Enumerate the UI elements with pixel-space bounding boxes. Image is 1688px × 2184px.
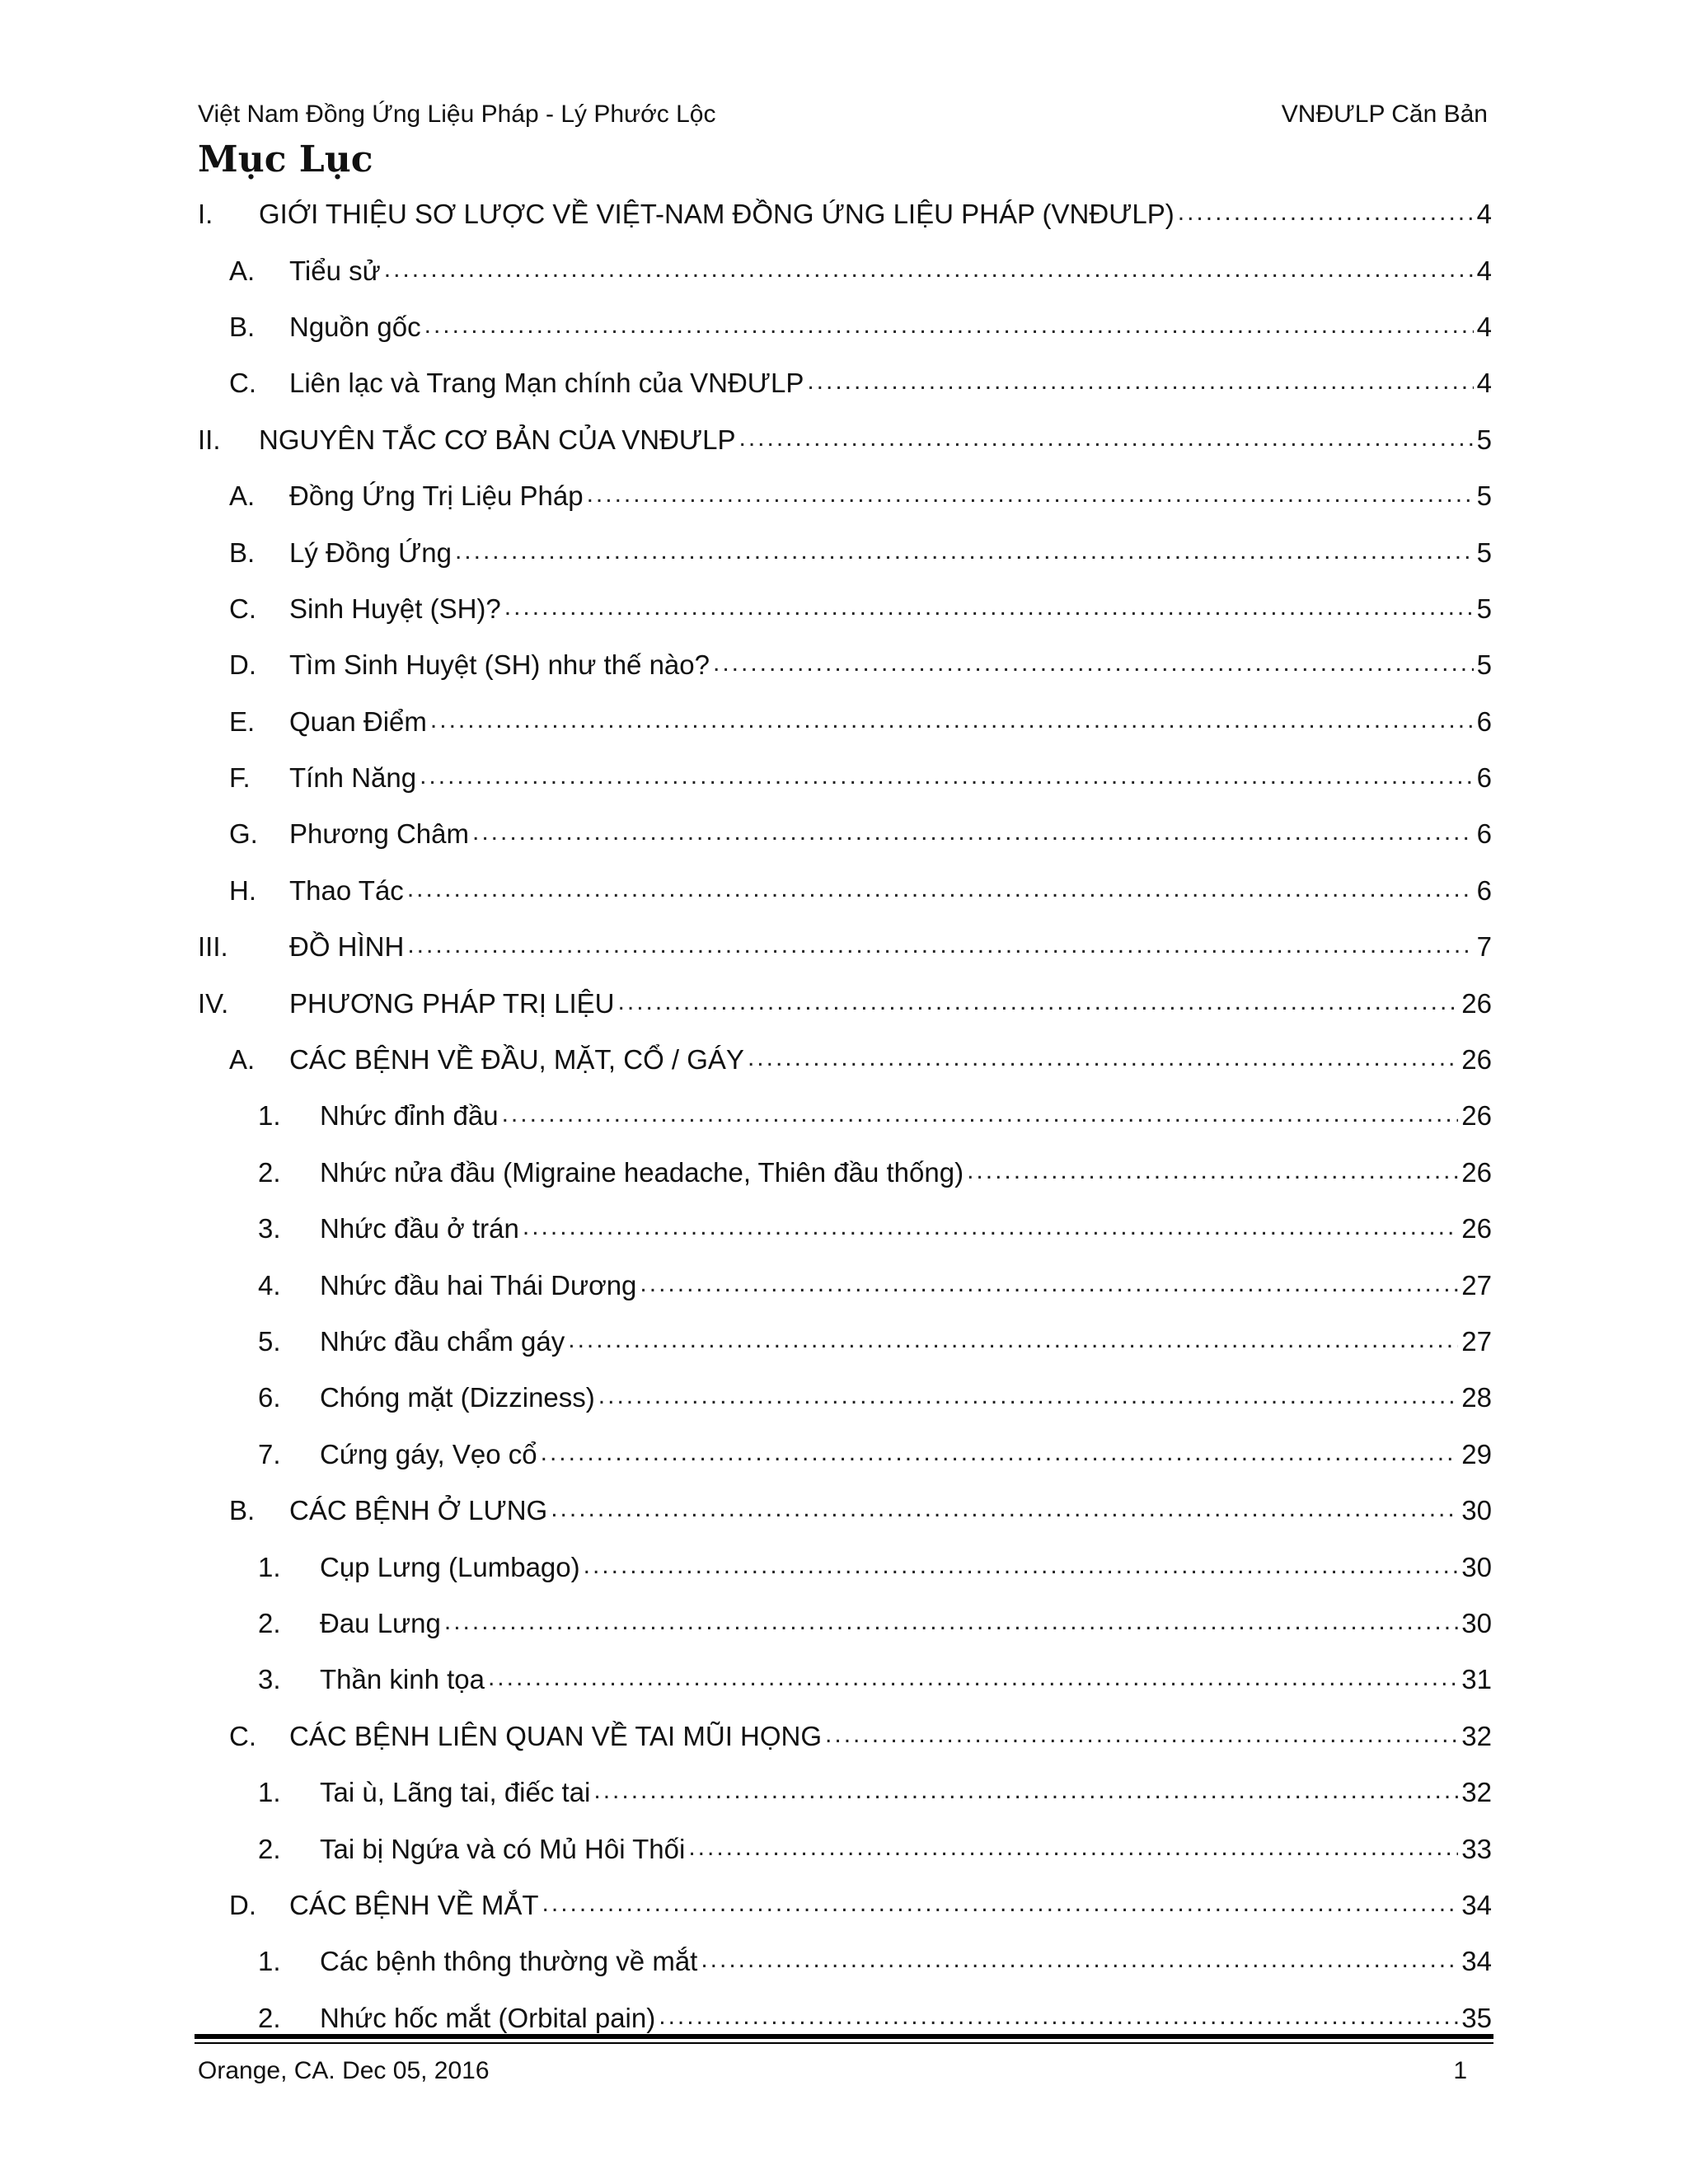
- toc-entry[interactable]: [198, 1596, 1492, 1652]
- toc-entry-number: E.: [229, 705, 256, 737]
- toc-entry-number: B.: [229, 537, 256, 568]
- toc-entry-label: Quan Điểm: [289, 705, 427, 737]
- toc-dot-leader: [748, 1046, 1458, 1074]
- toc-dot-leader: [807, 369, 1473, 397]
- footer-rule-thin: [195, 2042, 1493, 2044]
- toc-entry[interactable]: [198, 1708, 1492, 1765]
- toc-entry[interactable]: [198, 468, 1492, 524]
- toc-entry-page: 6: [1476, 874, 1492, 906]
- toc-entry-page: 27: [1461, 1269, 1492, 1301]
- toc-entry-page: 4: [1476, 368, 1492, 399]
- toc-entry-page: 7: [1476, 931, 1492, 963]
- toc-entry-number: C.: [229, 1720, 256, 1751]
- toc-entry-number: A.: [229, 480, 256, 512]
- toc-entry-page: 34: [1461, 1889, 1492, 1920]
- toc-entry[interactable]: [198, 242, 1492, 298]
- toc-entry-page: 4: [1476, 311, 1492, 342]
- toc-dot-leader: [738, 426, 1473, 454]
- toc-entry-page: 5: [1476, 424, 1492, 455]
- toc-entry-label: Sinh Huyệt (SH)?: [289, 593, 501, 624]
- toc-entry[interactable]: [198, 1483, 1492, 1539]
- toc-entry-label: Đau Lưng: [320, 1607, 441, 1638]
- toc-entry-label: ĐỒ HÌNH: [289, 931, 405, 963]
- toc-entry-page: 27: [1461, 1326, 1492, 1357]
- toc-dot-leader: [523, 1215, 1458, 1243]
- toc-entry[interactable]: [198, 1765, 1492, 1821]
- toc-entry-page: 30: [1461, 1495, 1492, 1526]
- toc-entry-number: B.: [229, 311, 256, 342]
- toc-entry[interactable]: [198, 1370, 1492, 1426]
- toc-dot-leader: [420, 764, 1474, 792]
- toc-entry-label: NGUYÊN TẮC CƠ BẢN CỦA VNĐƯLP: [259, 424, 736, 455]
- toc-dot-leader: [407, 933, 1473, 961]
- toc-dot-leader: [455, 539, 1474, 567]
- toc-entry-page: 5: [1476, 537, 1492, 568]
- toc-entry-page: 26: [1461, 1044, 1492, 1076]
- toc-dot-leader: [502, 1102, 1459, 1130]
- toc-entry-number: 7.: [258, 1438, 281, 1469]
- table-of-contents: [198, 186, 1492, 2046]
- toc-entry[interactable]: [198, 919, 1492, 975]
- toc-entry-page: 26: [1461, 987, 1492, 1019]
- toc-entry-label: Tiểu sử: [289, 255, 381, 286]
- toc-entry[interactable]: [198, 1032, 1492, 1088]
- toc-entry-page: 32: [1461, 1720, 1492, 1751]
- toc-entry[interactable]: [198, 1257, 1492, 1313]
- toc-entry[interactable]: [198, 1877, 1492, 1933]
- toc-entry-page: 29: [1461, 1438, 1492, 1469]
- toc-entry-number: C.: [229, 593, 256, 624]
- toc-entry-number: I.: [198, 199, 213, 230]
- toc-entry-label: Nhức nửa đầu (Migraine headache, Thiên đầu thống): [320, 1156, 964, 1188]
- toc-dot-leader: [430, 708, 1474, 736]
- toc-entry-label: Tính Năng: [289, 762, 417, 794]
- toc-entry[interactable]: [198, 1652, 1492, 1708]
- toc-entry-page: 31: [1461, 1664, 1492, 1695]
- toc-entry[interactable]: [198, 524, 1492, 580]
- toc-dot-leader: [1178, 200, 1474, 228]
- toc-entry-number: 2.: [258, 1607, 281, 1638]
- toc-dot-leader: [587, 482, 1474, 510]
- toc-entry-label: CÁC BỆNH LIÊN QUAN VỀ TAI MŨI HỌNG: [289, 1720, 823, 1751]
- toc-entry-page: 30: [1461, 1607, 1492, 1638]
- toc-entry[interactable]: [198, 1314, 1492, 1370]
- toc-entry-page: 4: [1476, 199, 1492, 230]
- toc-entry-page: 6: [1476, 762, 1492, 794]
- toc-entry-page: 5: [1476, 593, 1492, 624]
- toc-dot-leader: [504, 595, 1474, 623]
- toc-entry-label: Nhức đầu ở trán: [320, 1213, 519, 1244]
- toc-entry-number: 3.: [258, 1213, 281, 1244]
- toc-entry-label: Tai bị Ngứa và có Mủ Hôi Thối: [320, 1833, 686, 1864]
- toc-dot-leader: [488, 1666, 1458, 1694]
- toc-entry[interactable]: [198, 637, 1492, 693]
- toc-dot-leader: [424, 313, 1474, 341]
- toc-entry[interactable]: [198, 806, 1492, 862]
- toc-entry[interactable]: [198, 186, 1492, 242]
- toc-entry-number: A.: [229, 255, 256, 286]
- toc-entry[interactable]: [198, 1145, 1492, 1201]
- toc-entry-number: 4.: [258, 1269, 281, 1301]
- toc-entry-page: 4: [1476, 255, 1492, 286]
- toc-dot-leader: [713, 651, 1474, 679]
- toc-entry-number: 1.: [258, 1946, 281, 1977]
- toc-entry-label: Lý Đồng Ứng: [289, 537, 452, 568]
- toc-entry-number: IV.: [198, 987, 229, 1019]
- toc-entry-label: CÁC BỆNH VỀ ĐẦU, MẶT, CỔ / GÁY: [289, 1044, 744, 1076]
- toc-entry-page: 28: [1461, 1382, 1492, 1413]
- toc-entry-label: Các bệnh thông thường về mắt: [320, 1946, 698, 1977]
- toc-entry[interactable]: [198, 1933, 1492, 1990]
- toc-dot-leader: [384, 257, 1474, 285]
- toc-entry-page: 26: [1461, 1156, 1492, 1188]
- toc-entry-number: 5.: [258, 1326, 281, 1357]
- toc-dot-leader: [618, 990, 1459, 1018]
- footer-left-text: Orange, CA. Dec 05, 2016: [198, 2057, 490, 2084]
- toc-dot-leader: [688, 1835, 1458, 1863]
- toc-entry[interactable]: [198, 863, 1492, 919]
- toc-dot-leader: [598, 1384, 1459, 1412]
- toc-dot-leader: [640, 1272, 1458, 1300]
- toc-entry-label: Đồng Ứng Trị Liệu Pháp: [289, 480, 584, 512]
- header-right-text: VNĐƯLP Căn Bản: [1281, 101, 1488, 128]
- toc-entry-label: Chóng mặt (Dizziness): [320, 1382, 595, 1413]
- toc-entry-page: 5: [1476, 480, 1492, 512]
- toc-entry-number: D.: [229, 1889, 256, 1920]
- footer-rule-thick: [195, 2034, 1493, 2039]
- toc-dot-leader: [825, 1722, 1458, 1750]
- toc-entry-page: 33: [1461, 1833, 1492, 1864]
- toc-entry-number: B.: [229, 1495, 256, 1526]
- toc-entry-label: Thao Tác: [289, 874, 404, 906]
- toc-entry-label: Nhức đỉnh đầu: [320, 1100, 499, 1132]
- toc-entry[interactable]: [198, 694, 1492, 750]
- toc-entry-number: C.: [229, 368, 256, 399]
- toc-entry[interactable]: [198, 1539, 1492, 1595]
- toc-entry-number: 2.: [258, 2002, 281, 2033]
- toc-dot-leader: [551, 1497, 1458, 1525]
- toc-entry-label: Tai ù, Lãng tai, điếc tai: [320, 1777, 591, 1808]
- toc-dot-leader: [659, 2004, 1458, 2032]
- page-number: 1: [1453, 2057, 1467, 2084]
- toc-entry-number: G.: [229, 818, 258, 850]
- toc-entry-label: PHƯƠNG PHÁP TRỊ LIỆU: [289, 987, 615, 1019]
- toc-entry-label: CÁC BỆNH Ở LƯNG: [289, 1495, 548, 1526]
- toc-entry-number: III.: [198, 931, 228, 963]
- toc-dot-leader: [568, 1328, 1458, 1356]
- toc-entry-label: Nhức đầu hai Thái Dương: [320, 1269, 637, 1301]
- toc-entry-number: D.: [229, 649, 256, 681]
- toc-entry-page: 32: [1461, 1777, 1492, 1808]
- toc-entry-number: 1.: [258, 1551, 281, 1582]
- toc-dot-leader: [542, 1891, 1459, 1919]
- toc-entry-label: GIỚI THIỆU SƠ LƯỢC VỀ VIỆT-NAM ĐỒNG ỨNG LIỆU PHÁP (VNĐƯLP): [259, 199, 1175, 230]
- toc-dot-leader: [541, 1441, 1459, 1469]
- toc-entry-label: Tìm Sinh Huyệt (SH) như thế nào?: [289, 649, 710, 681]
- toc-entry[interactable]: [198, 299, 1492, 355]
- toc-dot-leader: [444, 1610, 1458, 1638]
- toc-title: Mục Lục: [198, 138, 373, 180]
- toc-entry-page: 26: [1461, 1100, 1492, 1132]
- toc-entry-label: Cứng gáy, Vẹo cổ: [320, 1438, 537, 1469]
- toc-entry-page: 5: [1476, 649, 1492, 681]
- toc-entry-number: H.: [229, 874, 256, 906]
- toc-entry[interactable]: [198, 1201, 1492, 1257]
- toc-entry-number: 2.: [258, 1833, 281, 1864]
- toc-entry-page: 26: [1461, 1213, 1492, 1244]
- toc-entry-number: 2.: [258, 1156, 281, 1188]
- toc-entry-number: F.: [229, 762, 251, 794]
- toc-entry[interactable]: [198, 1088, 1492, 1144]
- toc-dot-leader: [472, 820, 1474, 848]
- page-header: [198, 96, 1488, 138]
- toc-entry-page: 35: [1461, 2002, 1492, 2033]
- toc-entry[interactable]: [198, 355, 1492, 411]
- toc-entry[interactable]: [198, 581, 1492, 637]
- toc-entry-number: 3.: [258, 1664, 281, 1695]
- toc-entry-label: Nhức hốc mắt (Orbital pain): [320, 2002, 656, 2033]
- toc-entry-label: Phương Châm: [289, 818, 469, 850]
- toc-entry-label: Liên lạc và Trang Mạn chính của VNĐƯLP: [289, 368, 804, 399]
- toc-entry-page: 30: [1461, 1551, 1492, 1582]
- toc-entry-number: 1.: [258, 1100, 281, 1132]
- toc-entry-label: CÁC BỆNH VỀ MẮT: [289, 1889, 539, 1920]
- header-left-text: Việt Nam Đồng Ứng Liệu Pháp - Lý Phước Lộc: [198, 101, 716, 128]
- toc-entry[interactable]: [198, 1821, 1492, 1877]
- toc-dot-leader: [407, 877, 1474, 905]
- toc-entry[interactable]: [198, 750, 1492, 806]
- toc-dot-leader: [593, 1779, 1458, 1807]
- toc-entry[interactable]: [198, 1427, 1492, 1483]
- toc-entry-number: 6.: [258, 1382, 281, 1413]
- toc-entry-label: Nguồn gốc: [289, 311, 421, 342]
- toc-entry-page: 34: [1461, 1946, 1492, 1977]
- toc-entry-number: II.: [198, 424, 221, 455]
- toc-entry-number: 1.: [258, 1777, 281, 1808]
- toc-entry-page: 6: [1476, 705, 1492, 737]
- toc-dot-leader: [584, 1554, 1459, 1582]
- toc-entry[interactable]: [198, 412, 1492, 468]
- toc-entry-label: Thần kinh tọa: [320, 1664, 485, 1695]
- toc-entry-label: Cụp Lưng (Lumbago): [320, 1551, 580, 1582]
- toc-entry-page: 6: [1476, 818, 1492, 850]
- toc-dot-leader: [701, 1947, 1458, 1975]
- toc-entry[interactable]: [198, 975, 1492, 1031]
- toc-entry-label: Nhức đầu chẩm gáy: [320, 1326, 565, 1357]
- page-footer: [198, 2054, 1467, 2092]
- toc-entry-number: A.: [229, 1044, 256, 1076]
- toc-dot-leader: [967, 1159, 1458, 1187]
